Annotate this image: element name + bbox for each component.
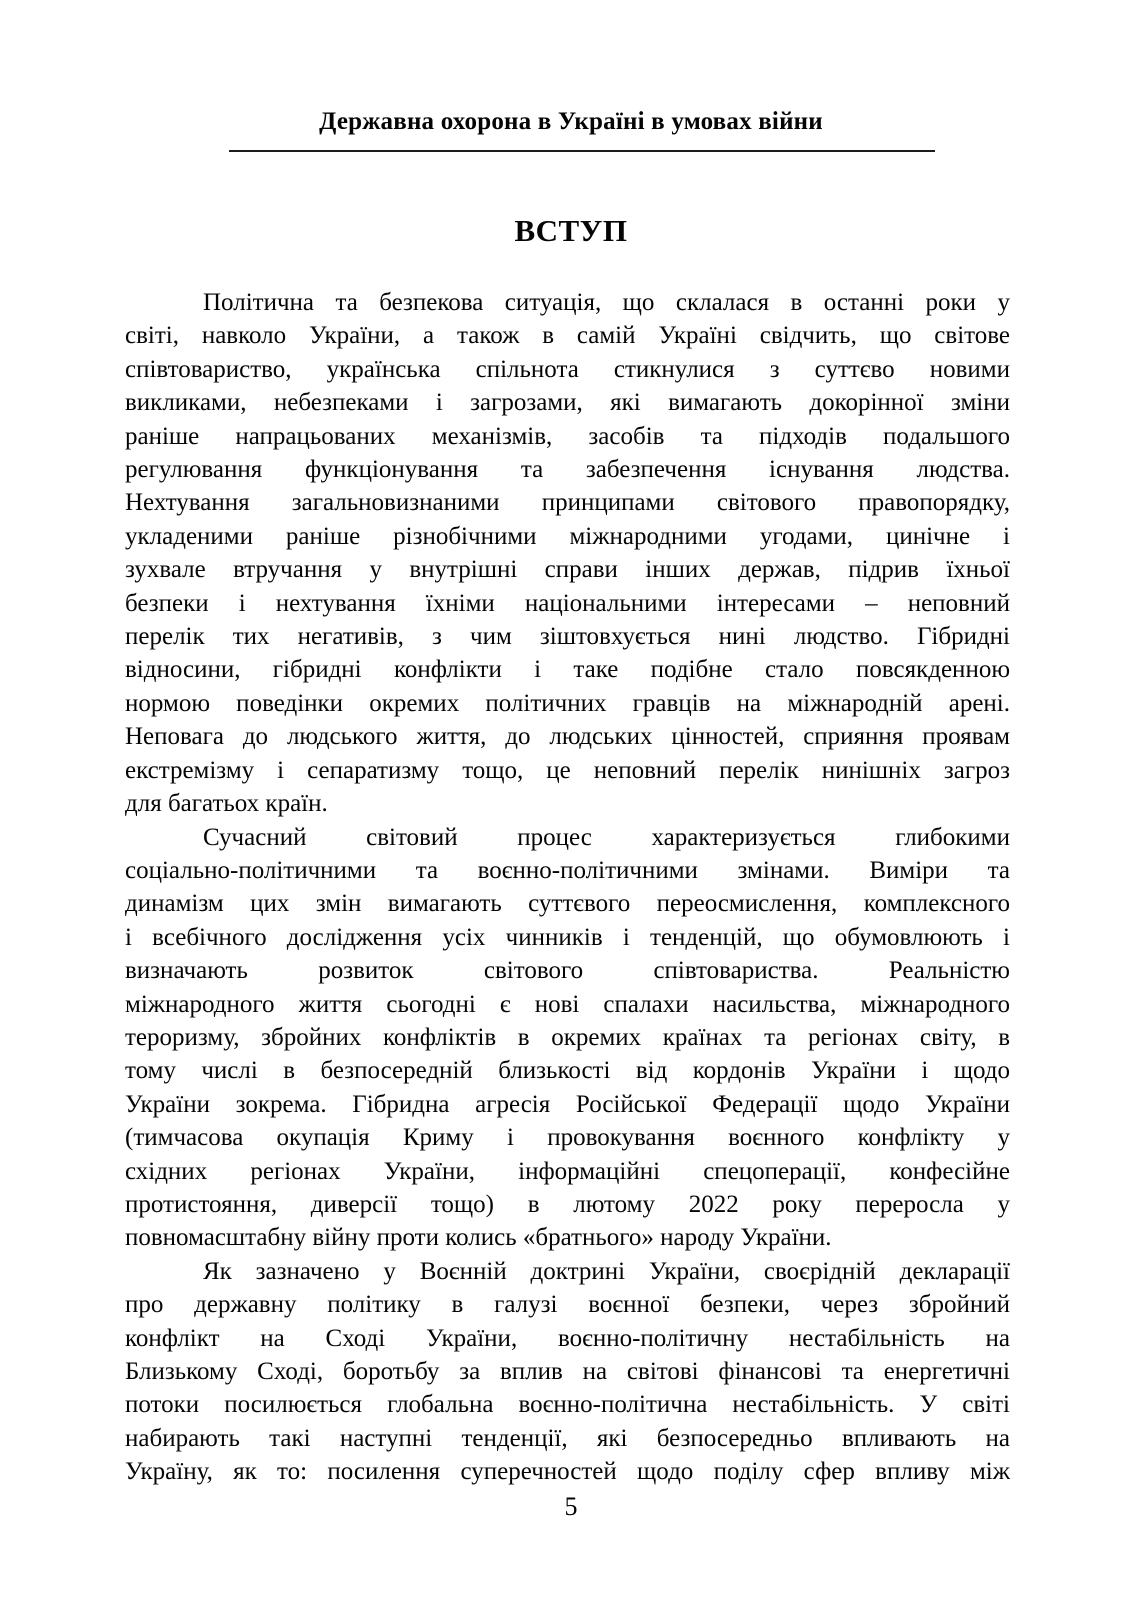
text-line: укладеними раніше різнобічними міжнародними угодами, цинічне і [125, 522, 1010, 550]
text-line: викликами, небезпеками і загрозами, які вимагають докорінної зміни [125, 389, 1010, 417]
text-line: про державну політику в галузі воєнної безпеки, через збройний [125, 1291, 1010, 1319]
text-line: для багатьох країн. [125, 790, 328, 818]
text-line: набирають такі наступні тенденції, які безпосередньо впливають на [125, 1424, 1010, 1452]
text-line: Сучасний світовий процес характеризується глибокими [203, 823, 1010, 851]
running-header: Державна охорона в Україні в умовах війни [319, 108, 823, 135]
paragraph [125, 1255, 1010, 1489]
text-line: Нехтування загальновизнаними принципами світового правопорядку, [125, 489, 1010, 517]
text-line: безпеки і нехтування їхніми національними інтересами – неповний [125, 589, 1010, 617]
text-line: Близькому Сході, боротьбу за вплив на світові фінансові та енергетичні [125, 1358, 1010, 1385]
text-line: східних регіонах України, інформаційні спецоперації, конфесійне [125, 1157, 1010, 1185]
text-line: тому числі в безпосередній близькості від кордонів України і щодо [125, 1057, 1010, 1085]
text-line: тероризму, збройних конфліктів в окремих країнах та регіонах світу, в [125, 1023, 1010, 1051]
text-line: зухвале втручання у внутрішні справи інших держав, підрив їхньої [125, 556, 1010, 584]
paragraph [125, 286, 1010, 821]
text-line: світі, навколо України, а також в самій Україні свідчить, що світове [125, 322, 1010, 350]
header-divider-rule [229, 150, 935, 152]
text-line: Неповага до людського життя, до людських цінностей, сприяння проявам [125, 723, 1010, 751]
page-number: 5 [564, 1492, 578, 1521]
text-line: Як зазначено у Воєнній доктрині України, своєрідній декларації [203, 1257, 1010, 1285]
paragraph [125, 821, 1010, 1255]
text-line: регулювання функціонування та забезпечення існування людства. [125, 456, 1010, 484]
text-line: міжнародного життя сьогодні є нові спалахи насильства, міжнародного [125, 990, 1010, 1018]
text-line: соціально-політичними та воєнно-політичними змінами. Виміри та [125, 856, 1010, 884]
text-line: України зокрема. Гібридна агресія Російської Федерації щодо України [125, 1090, 1010, 1118]
section-title: ВСТУП [514, 213, 628, 248]
text-line: протистояння, диверсії тощо) в лютому 2022 року переросла у [125, 1190, 1010, 1218]
body-text [125, 286, 1010, 1489]
text-line: відносини, гібридні конфлікти і таке подібне стало повсякденною [125, 656, 1010, 684]
text-line: перелік тих негативів, з чим зіштовхується нині людство. Гібридні [125, 623, 1010, 651]
text-line: (тимчасова окупація Криму і провокування воєнного конфлікту у [125, 1124, 1010, 1152]
text-line: динамізм цих змін вимагають суттєвого переосмислення, комплексного [125, 890, 1010, 918]
text-line: потоки посилюється глобальна воєнно-політична нестабільність. У світі [125, 1391, 1010, 1419]
text-line: співтовариство, українська спільнота стикнулися з суттєво новими [125, 355, 1010, 383]
text-line: конфлікт на Сході України, воєнно-політичну нестабільність на [125, 1324, 1010, 1352]
text-line: Україну, як то: посилення суперечностей щодо поділу сфер впливу між [125, 1458, 1010, 1486]
text-line: Політична та безпекова ситуація, що склалася в останні роки у [203, 289, 1010, 316]
text-line: і всебічного дослідження усіх чинників і тенденцій, що обумовлюють і [125, 923, 1010, 951]
text-line: екстремізму і сепаратизму тощо, це неповний перелік нинішніх загроз [125, 756, 1010, 784]
text-line: повномасштабну війну проти колись «братнього» народу України. [125, 1224, 832, 1252]
text-line: визначають розвиток світового співтовариства. Реальністю [125, 957, 1010, 985]
text-line: раніше напрацьованих механізмів, засобів та підходів подальшого [125, 422, 1010, 450]
text-line: нормою поведінки окремих політичних гравців на міжнародній арені. [125, 689, 1010, 717]
